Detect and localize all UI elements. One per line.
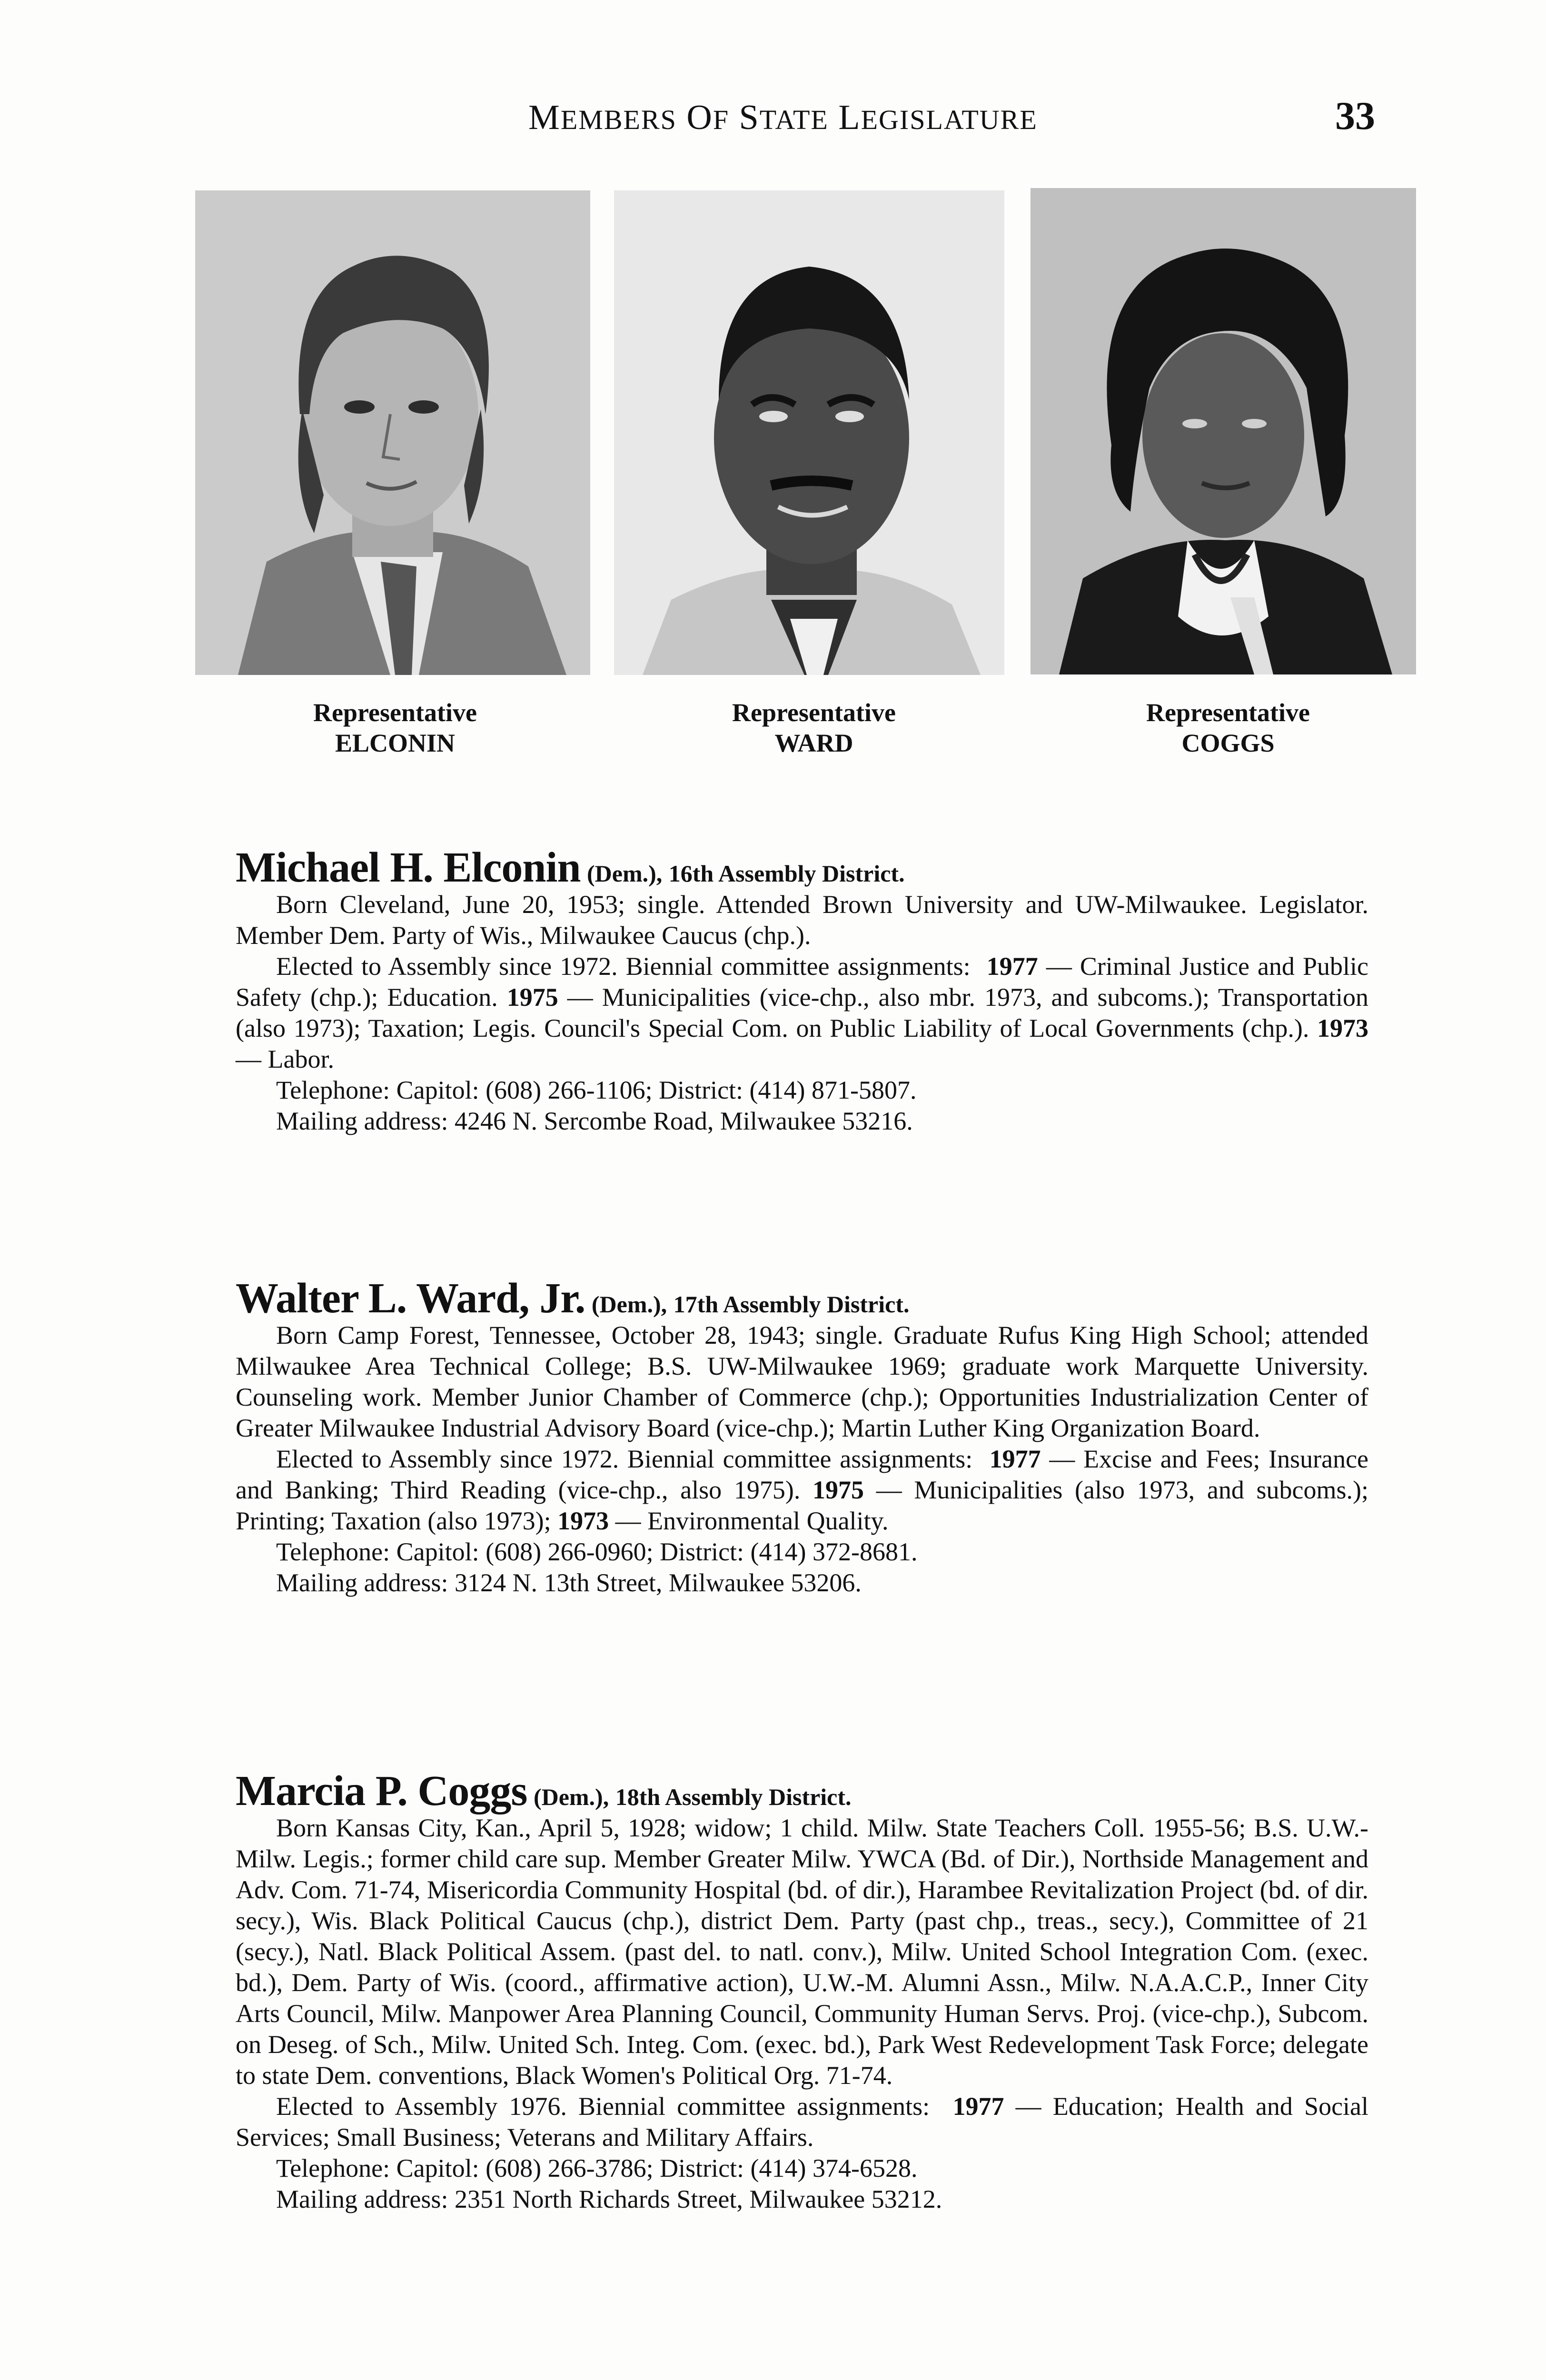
caption-name: WARD — [774, 729, 853, 757]
committee-list: — Labor. — [236, 1045, 334, 1073]
portrait-man-icon — [614, 190, 1004, 675]
caption-name: COGGS — [1181, 729, 1275, 757]
committee-list: — Environmental Quality. — [609, 1507, 889, 1535]
committee-assignments — [236, 951, 1368, 1075]
member-name: Marcia P. Coggs — [236, 1767, 527, 1815]
committees-intro: Elected to Assembly 1976. Biennial committee assignments: — [276, 2092, 930, 2121]
page-number: 33 — [1335, 94, 1375, 138]
member-party: (Dem.), — [533, 1784, 609, 1810]
committee-list: — Criminal Justice and Public Safety (chp.); Education. — [236, 952, 1368, 1012]
biography-text: Born Camp Forest, Tennessee, October 28, 1943; single. Graduate Rufus King High School; attended Milwaukee Area Technical College; B.S. UW-Milwaukee 1969; graduate work Marquette University. Counseling work. Member Junior Chamber of Commerce (chp.); Opportunities Industrialization Center of Greater Milwaukee Industrial Advisory Board (vice-chp.); Martin Luther King Organization Board. — [236, 1321, 1368, 1442]
portrait-caption-elconin — [248, 697, 543, 758]
running-header-title — [528, 98, 1038, 138]
portrait-caption-ward — [666, 697, 961, 758]
telephone-line: Telephone: Capitol: (608) 266-1106; District: (414) 871-5807. — [276, 1076, 917, 1104]
member-party: (Dem.), — [591, 1291, 667, 1318]
committee-year: 1975 — [506, 983, 558, 1012]
committee-year: 1973 — [1317, 1014, 1368, 1042]
member-district: 18th Assembly District. — [615, 1784, 852, 1810]
entry-heading — [236, 1275, 1368, 1322]
committee-year: 1977 — [989, 1445, 1041, 1473]
portrait-woman-icon — [1031, 188, 1416, 674]
committee-list: — Excise and Fees; Insurance and Banking; Third Reading (vice-chp., also 1975). — [236, 1445, 1369, 1504]
committee-list: — Education; Health and Social Services; Small Business; Veterans and Military Affairs. — [236, 2092, 1369, 2152]
mailing-address-line: Mailing address: 3124 N. 13th Street, Milwaukee 53206. — [276, 1568, 862, 1597]
committee-assignments — [236, 1444, 1368, 1537]
portrait-photo-ward — [614, 190, 1004, 675]
member-party: (Dem.), — [587, 860, 663, 887]
biography-entry-elconin — [236, 844, 1368, 1137]
running-header-text: MEMBERS OF STATE LEGISLATURE — [528, 98, 1038, 137]
member-name: Michael H. Elconin — [236, 844, 581, 891]
portrait-photo-elconin — [195, 190, 590, 675]
member-district: 17th Assembly District. — [673, 1291, 910, 1318]
telephone-line: Telephone: Capitol: (608) 266-3786; District: (414) 374-6528. — [276, 2154, 918, 2182]
biography-entry-ward — [236, 1275, 1369, 1598]
committees-intro: Elected to Assembly since 1972. Biennial committee assignments: — [276, 952, 971, 981]
telephone-line: Telephone: Capitol: (608) 266-0960; District: (414) 372-8681. — [276, 1537, 918, 1566]
entry-heading — [236, 1767, 1368, 1815]
biography-entry-coggs — [236, 1767, 1369, 2215]
biography-text: Born Cleveland, June 20, 1953; single. Attended Brown University and UW-Milwaukee. Legislator. Member Dem. Party of Wis., Milwaukee Caucus (chp.). — [236, 890, 1368, 950]
committee-list: — Municipalities (also 1973, and subcoms.); Printing; Taxation (also 1973); — [236, 1476, 1368, 1535]
caption-title: Representative — [1146, 698, 1310, 727]
mailing-address-line: Mailing address: 2351 North Richards Street, Milwaukee 53212. — [276, 2185, 942, 2213]
caption-name: ELCONIN — [335, 729, 456, 757]
committee-year: 1977 — [986, 952, 1038, 981]
caption-title: Representative — [732, 698, 896, 727]
committee-year: 1975 — [813, 1476, 864, 1504]
committee-year: 1977 — [952, 2092, 1004, 2121]
entry-heading — [236, 844, 1368, 891]
committees-intro: Elected to Assembly since 1972. Biennial committee assignments: — [276, 1445, 973, 1473]
member-district: 16th Assembly District. — [668, 860, 905, 887]
biography-text: Born Kansas City, Kan., April 5, 1928; widow; 1 child. Milw. State Teachers Coll. 1955-56; B.S. U.W.-Milw. Legis.; former child care sup. Member Greater Milw. YWCA (Bd. of Dir.), Northside Management and Adv. Com. 71-74, Misericordia Community Hospital (bd. of dir.), Harambee Revitalization Project (bd. of dir. secy.), Wis. Black Political Caucus (chp.), district Dem. Party (past chp., treas., secy.), Committee of 21 (secy.), Natl. Black Political Assem. (past del. to natl. conv.), Milw. United School Integration Com. (exec. bd.), Dem. Party of Wis. (coord., affirmative action), U.W.-M. Alumni Assn., Milw. N.A.A.C.P., Inner City Arts Council, Milw. Manpower Area Planning Council, Community Human Servs. Proj. (vice-chp.), Subcom. on Deseg. of Sch., Milw. United Sch. Integ. Com. (exec. bd.), Park West Redevelopment Task Force; delegate to state Dem. conventions, Black Women's Political Org. 71-74. — [236, 1814, 1368, 2090]
committee-year: 1973 — [557, 1507, 609, 1535]
portrait-man-icon — [195, 190, 590, 675]
portrait-photo-coggs — [1031, 188, 1416, 674]
committee-list: — Municipalities (vice-chp., also mbr. 1973, and subcoms.); Transportation (also 1973); Taxation; Legis. Council's Special Com. on Public Liability of Local Governments (chp.). — [236, 983, 1368, 1042]
portrait-caption-coggs — [1080, 697, 1376, 758]
caption-title: Representative — [313, 698, 477, 727]
member-name: Walter L. Ward, Jr. — [236, 1275, 585, 1322]
mailing-address-line: Mailing address: 4246 N. Sercombe Road, Milwaukee 53216. — [276, 1107, 913, 1135]
committee-assignments — [236, 2091, 1368, 2153]
